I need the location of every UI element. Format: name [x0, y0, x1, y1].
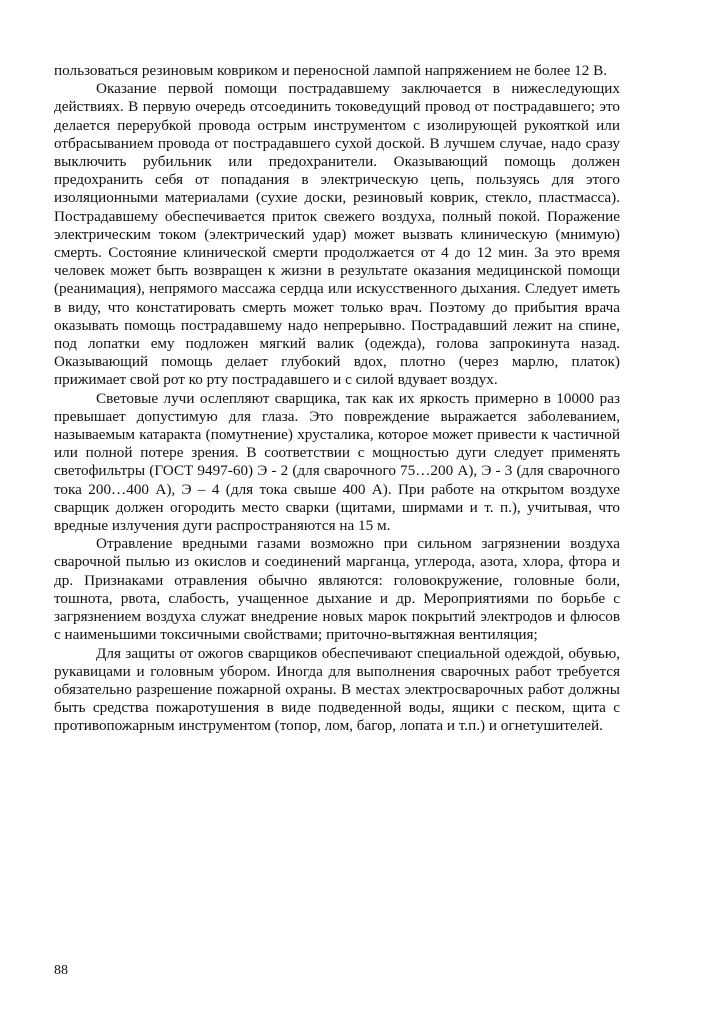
paragraph-first-aid: Оказание первой помощи пострадавшему заключается в нижеследующих действиях. В первую очередь отсоединить токоведущий провод от пострадавшего; это делается перерубкой провода острым инструментом с изолирующей рукояткой или отбрасыванием провода от пострадавшего сухой доской. В лучшем случае, надо сразу выключить рубильник или предохранители. Оказывающий помощь должен предохранить себя от попадания в электрическую цепь, пользуясь для этого изоляционными материалами (сухие доски, резиновый коврик, стекло, пластмасса). Пострадавшему обеспечивается приток свежего воздуха, полный покой. Поражение электрическим током (электрический удар) может вызвать клиническую (мнимую) смерть. Состояние клинической смерти продолжается от 4 до 12 мин. За это время человек может быть возвращен к жизни в результате оказания медицинской помощи (реанимация), непрямого массажа сердца или искусственного дыхания. Следует иметь в виду, что констатировать смерть может только врач. Поэтому до прибытия врача оказывать помощь пострадавшему надо непрерывно. Пострадавший лежит на спине, под лопатки ему подложен мягкий валик (одежда), голова запрокинута назад. Оказывающий помощь делает глубокий вдох, плотно (через марлю, платок) прижимает свой рот ко рту пострадавшего и с силой вдувает воздух.: [54, 80, 620, 389]
paragraph-continuation: пользоваться резиновым ковриком и переносной лампой напряжением не более 12 В.: [54, 62, 608, 79]
paragraph-gas-poisoning: Отравление вредными газами возможно при сильном загрязнении воздуха сварочной пылью из окислов и соединений марганца, углерода, азота, хлора, фтора и др. Признаками отравления обычно являются: головокружение, головные боли, тошнота, рвота, слабость, учащенное дыхание и др. Мероприятиями по борьбе с загрязнением воздуха служат внедрение новых марок покрытий электродов и флюсов с наименьшими токсичными свойствами; приточно-вытяжная вентиляция;: [54, 535, 620, 644]
page-number: 88: [54, 963, 68, 978]
paragraph-light-rays: Световые лучи ослепляют сварщика, так как их яркость примерно в 10000 раз превышает допустимую для глаза. Это повреждение выражается заболеванием, называемым катаракта (помутнение) хрусталика, которое может привести к частичной или полной потере зрения. В соответствии с мощностью дуги следует применять светофильтры (ГОСТ 9497-60) Э - 2 (для сварочного 75…200 А), Э - 3 (для сварочного тока 200…400 А), Э – 4 (для тока свыше 400 А). При работе на открытом воздухе сварщик должен огородить место сварки (щитами, ширмами и т. п.), учитывая, что вредные излучения дуги распространяются на 15 м.: [54, 389, 620, 535]
paragraph-burn-protection: Для защиты от ожогов сварщиков обеспечивают специальной одеждой, обувью, рукавицами и головным убором. Иногда для выполнения сварочных работ требуется обязательно разрешение пожарной охраны. В местах электросварочных работ должны быть средства пожаротушения в виде подведенной воды, ящики с песком, щита с противопожарным инструментом (топор, лом, багор, лопата и т.п.) и огнетушителей.: [54, 644, 620, 735]
page-body: [54, 62, 620, 736]
